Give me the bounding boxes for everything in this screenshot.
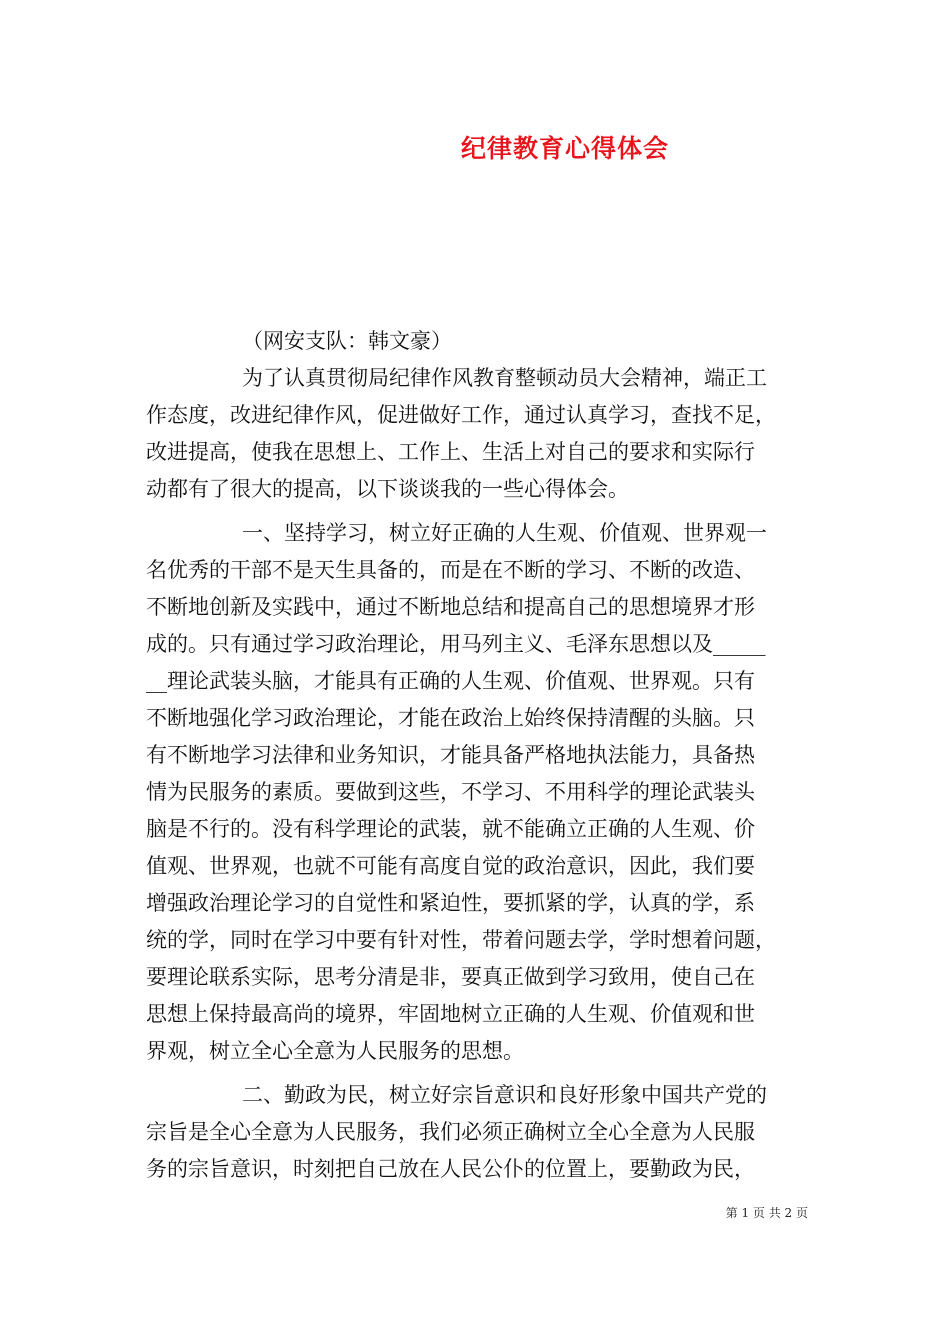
paragraph-line: 为了认真贯彻局纪律作风教育整顿动员大会精神，端正工 xyxy=(242,366,767,390)
paragraph-line: 情为民服务的素质。要做到这些，不学习、不用科学的理论武装头 xyxy=(146,780,755,804)
paragraph-line: 统的学，同时在学习中要有针对性，带着问题去学，学时想着问题， xyxy=(146,928,776,952)
paragraph-line: 增强政治理论学习的自觉性和紧迫性，要抓紧的学，认真的学，系 xyxy=(146,891,755,915)
paragraph-line: 不断地创新及实践中，通过不断地总结和提高自己的思想境界才形 xyxy=(146,595,755,619)
paragraph-line: __理论武装头脑，才能具有正确的人生观、价值观、世界观。只有 xyxy=(146,669,755,693)
document-body xyxy=(146,323,808,1188)
paragraph-line: 作态度，改进纪律作风，促进做好工作，通过认真学习，查找不足， xyxy=(146,403,776,427)
paragraph-line: 不断地强化学习政治理论，才能在政治上始终保持清醒的头脑。只 xyxy=(146,706,755,730)
paragraph-line: 要理论联系实际，思考分清是非，要真正做到学习致用，使自己在 xyxy=(146,965,755,989)
paragraph-line: 务的宗旨意识，时刻把自己放在人民公仆的位置上，要勤政为民， xyxy=(146,1157,755,1181)
paragraph-line: 二、勤政为民，树立好宗旨意识和良好形象中国共产党的 xyxy=(242,1083,767,1107)
paragraph-line: 脑是不行的。没有科学理论的武装，就不能确立正确的人生观、价 xyxy=(146,817,755,841)
paragraph-line: 动都有了很大的提高，以下谈谈我的一些心得体会。 xyxy=(146,477,629,501)
paragraph-line: 名优秀的干部不是天生具备的，而是在不断的学习、不断的改造、 xyxy=(146,558,755,582)
page-number: 第 1 页 共 2 页 xyxy=(725,1206,808,1220)
paragraph-line: 界观，树立全心全意为人民服务的思想。 xyxy=(146,1039,524,1063)
paragraph-line: 成的。只有通过学习政治理论，用马列主义、毛泽东思想以及_____ xyxy=(146,632,766,656)
document-title: 纪律教育心得体会 xyxy=(460,134,669,163)
paragraph-line: 有不断地学习法律和业务知识，才能具备严格地执法能力，具备热 xyxy=(146,743,755,767)
paragraph-line: 改进提高，使我在思想上、工作上、生活上对自己的要求和实际行 xyxy=(146,440,755,464)
paragraph-line: 宗旨是全心全意为人民服务，我们必须正确树立全心全意为人民服 xyxy=(146,1120,755,1144)
paragraph-line: 一、坚持学习，树立好正确的人生观、价值观、世界观一 xyxy=(242,521,767,545)
paragraph-line: 值观、世界观，也就不可能有高度自觉的政治意识，因此，我们要 xyxy=(146,854,755,878)
paragraph-line: 思想上保持最高尚的境界，牢固地树立正确的人生观、价值观和世 xyxy=(146,1002,755,1026)
author-line: （网安支队：韩文豪） xyxy=(242,329,452,353)
